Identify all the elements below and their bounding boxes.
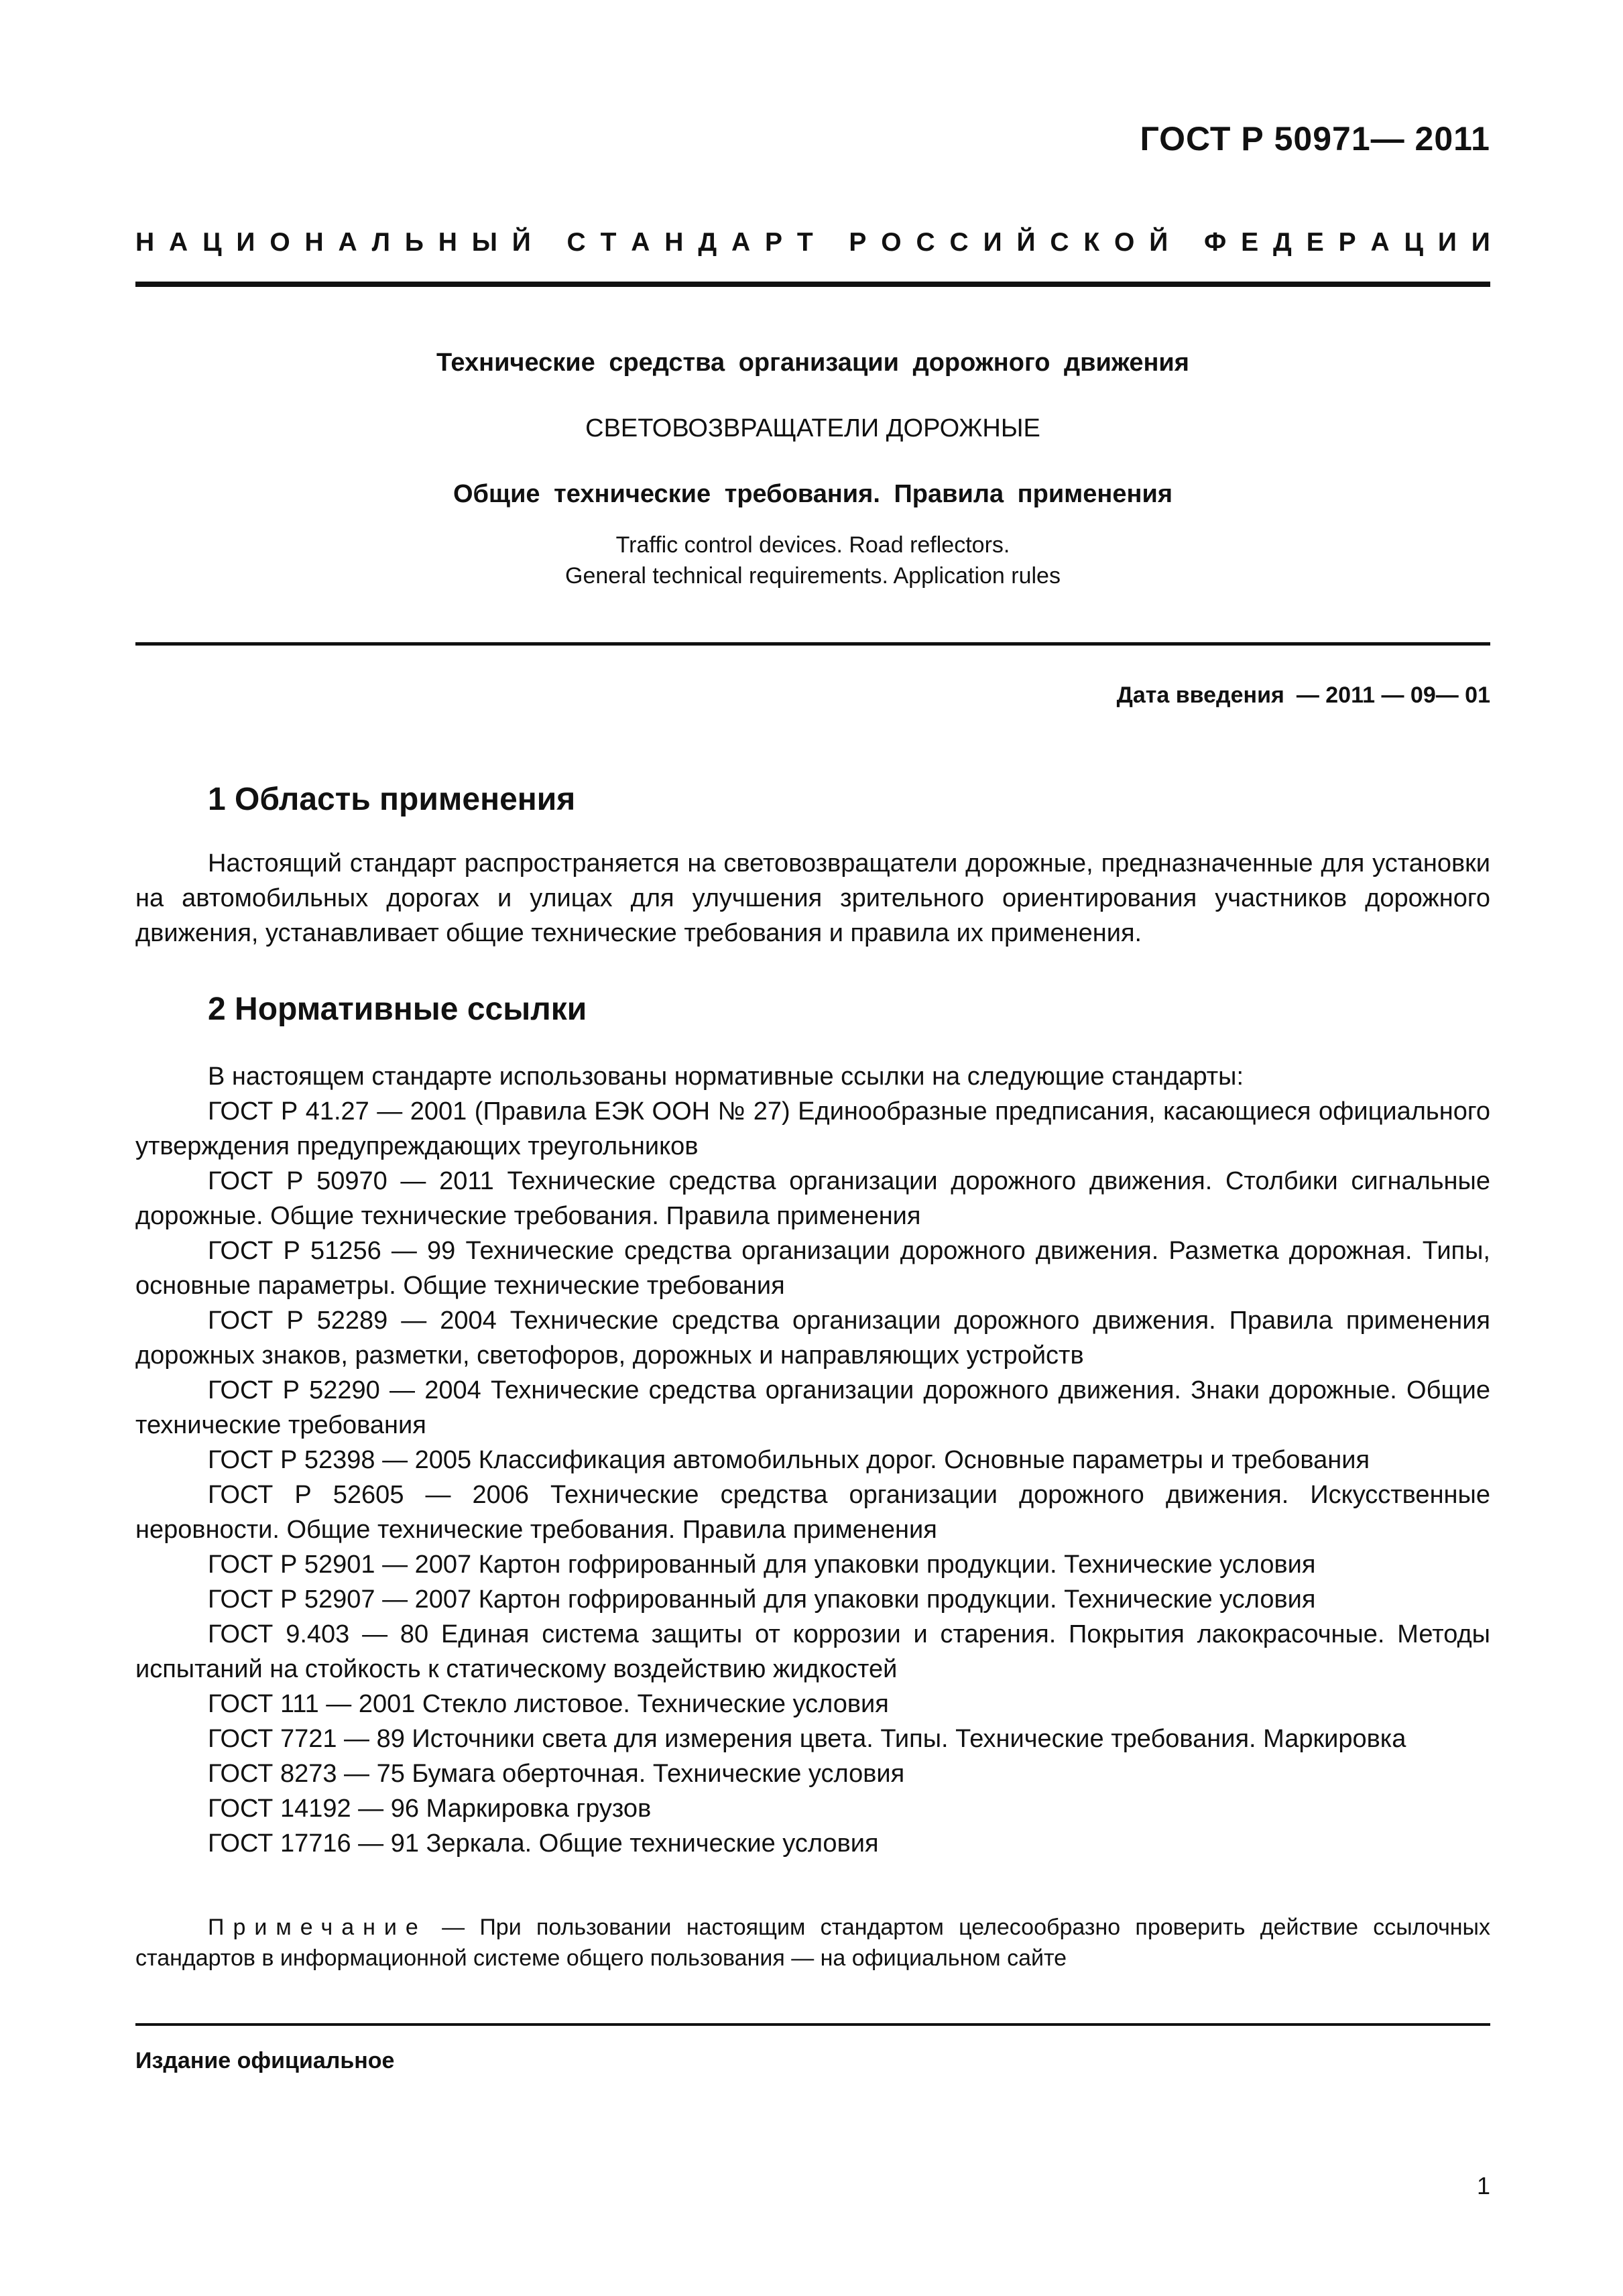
title-line-3: Общие технические требования. Правила применения: [453, 480, 1173, 508]
title-line-2: СВЕТОВОЗВРАЩАТЕЛИ ДОРОЖНЫЕ: [585, 414, 1040, 442]
reference-item: ГОСТ Р 52289 — 2004 Технические средства организации дорожного движения. Правила применения дорожных знаков, разметки, светофоров, дорожных и направляющих устройств: [135, 1307, 1490, 1370]
heading-letter: Л: [371, 228, 390, 257]
heading-letter: Е: [1241, 228, 1259, 257]
references-intro: В настоящем стандарте использованы нормативные ссылки на следующие стандарты:: [208, 1063, 1244, 1091]
heading-letter: С: [916, 228, 935, 257]
reference-item: ГОСТ 8273 — 75 Бумага оберточная. Технические условия: [208, 1760, 905, 1788]
heading-letter: О: [1114, 228, 1135, 257]
reference-item: ГОСТ Р 52290 — 2004 Технические средства организации дорожного движения. Знаки дорожные. Общие технические требования: [135, 1376, 1490, 1439]
reference-item: ГОСТ Р 41.27 — 2001 (Правила ЕЭК ООН № 27) Единообразные предписания, касающиеся официального утверждения предупреждающих треугольников: [135, 1097, 1490, 1160]
reference-item: ГОСТ Р 52901 — 2007 Картон гофрированный для упаковки продукции. Технические условия: [208, 1551, 1316, 1579]
introduction-date-value: — 2011 — 09— 01: [1296, 682, 1490, 708]
heading-letter: Д: [1273, 228, 1292, 257]
heading-letter: Н: [304, 228, 324, 257]
national-standard-heading: [135, 228, 1490, 257]
reference-item: ГОСТ 17716 — 91 Зеркала. Общие технические условия: [208, 1829, 879, 1858]
references-list: [135, 1059, 1490, 1861]
heading-letter: К: [1083, 228, 1100, 257]
heading-letter: Н: [664, 228, 684, 257]
heading-space: [546, 228, 552, 257]
introduction-date-label: Дата введения: [1116, 682, 1284, 708]
heading-letter: Е: [1306, 228, 1324, 257]
heading-letter: И: [983, 228, 1002, 257]
heading-letter: Т: [796, 228, 813, 257]
title-rule: [135, 642, 1490, 646]
heading-letter: И: [236, 228, 255, 257]
heading-letter: С: [949, 228, 969, 257]
heading-letter: Н: [438, 228, 457, 257]
heading-letter: И: [1437, 228, 1457, 257]
note-paragraph: [135, 1912, 1490, 1974]
heading-letter: И: [1471, 228, 1490, 257]
heading-letter: Ц: [1404, 228, 1423, 257]
heading-letter: О: [881, 228, 902, 257]
heading-letter: Й: [512, 228, 531, 257]
section-heading-references: 2 Нормативные ссылки: [208, 991, 587, 1027]
reference-item: ГОСТ 111 — 2001 Стекло листовое. Технические условия: [208, 1690, 889, 1718]
heading-letter: С: [566, 228, 586, 257]
heading-letter: Р: [765, 228, 783, 257]
scope-text-block: [135, 846, 1490, 951]
heading-letter: А: [731, 228, 751, 257]
reference-item: ГОСТ 14192 — 96 Маркировка грузов: [208, 1795, 652, 1823]
heading-letter: Ы: [471, 228, 497, 257]
reference-item: ГОСТ Р 50970 — 2011 Технические средства организации дорожного движения. Столбики сигнальные дорожные. Общие технические требования. Правила применения: [135, 1167, 1490, 1230]
note-text: — При пользовании настоящим стандартом целесообразно проверить действие ссылочных стандартов в информационной системе общего пользования — на официальном сайте: [135, 1915, 1490, 1971]
scope-paragraph: Настоящий стандарт распространяется на световозвращатели дорожные, предназначенные для установки на автомобильных дорогах и улицах для улучшения зрительного ориентирования участников дорожного движения, устанавливает общие технические требования и правила их применения.: [135, 849, 1490, 947]
section-heading-scope: 1 Область применения: [208, 782, 576, 817]
heading-space: [1183, 228, 1189, 257]
heading-letter: А: [631, 228, 650, 257]
heading-letter: О: [269, 228, 290, 257]
heading-letter: Й: [1016, 228, 1036, 257]
footer-rule: [135, 2023, 1490, 2026]
heading-letter: Р: [849, 228, 867, 257]
reference-item: ГОСТ Р 52398 — 2005 Классификация автомобильных дорог. Основные параметры и требования: [208, 1446, 1370, 1474]
heading-letter: Н: [135, 228, 155, 257]
heading-letter: Т: [600, 228, 617, 257]
english-title-line-2: General technical requirements. Application rules: [565, 563, 1061, 589]
english-title-line-1: Traffic control devices. Road reflectors.: [615, 532, 1010, 558]
reference-item: ГОСТ 9.403 — 80 Единая система защиты от коррозии и старения. Покрытия лакокрасочные. Методы испытаний на стойкость к статическому воздействию жидкостей: [135, 1620, 1490, 1683]
heading-letter: А: [1370, 228, 1390, 257]
heading-letter: Р: [1338, 228, 1356, 257]
heading-space: [828, 228, 835, 257]
heading-letter: А: [169, 228, 188, 257]
heading-letter: Ф: [1204, 228, 1227, 257]
reference-item: ГОСТ Р 52907 — 2007 Картон гофрированный для упаковки продукции. Технические условия: [208, 1585, 1316, 1614]
reference-item: ГОСТ Р 51256 — 99 Технические средства организации дорожного движения. Разметка дорожная. Типы, основные параметры. Общие технические требования: [135, 1237, 1490, 1300]
heading-letter: А: [338, 228, 357, 257]
reference-item: ГОСТ Р 52605 — 2006 Технические средства организации дорожного движения. Искусственные неровности. Общие технические требования. Правила применения: [135, 1481, 1490, 1544]
heading-letter: Д: [698, 228, 717, 257]
heading-letter: Й: [1149, 228, 1168, 257]
heading-letter: Ц: [202, 228, 222, 257]
reference-item: ГОСТ 7721 — 89 Источники света для измерения цвета. Типы. Технические требования. Маркировка: [208, 1725, 1406, 1753]
title-line-1: Технические средства организации дорожного движения: [436, 349, 1189, 377]
heading-letter: Ь: [404, 228, 424, 257]
document-number: ГОСТ Р 50971— 2011: [1140, 120, 1490, 158]
header-rule: [135, 282, 1490, 287]
note-label: Примечание: [208, 1915, 427, 1940]
official-edition-label: Издание официальное: [135, 2048, 395, 2073]
heading-letter: С: [1050, 228, 1069, 257]
introduction-date: [1117, 682, 1490, 709]
page-number: 1: [1476, 2172, 1490, 2199]
english-title: [135, 530, 1490, 591]
